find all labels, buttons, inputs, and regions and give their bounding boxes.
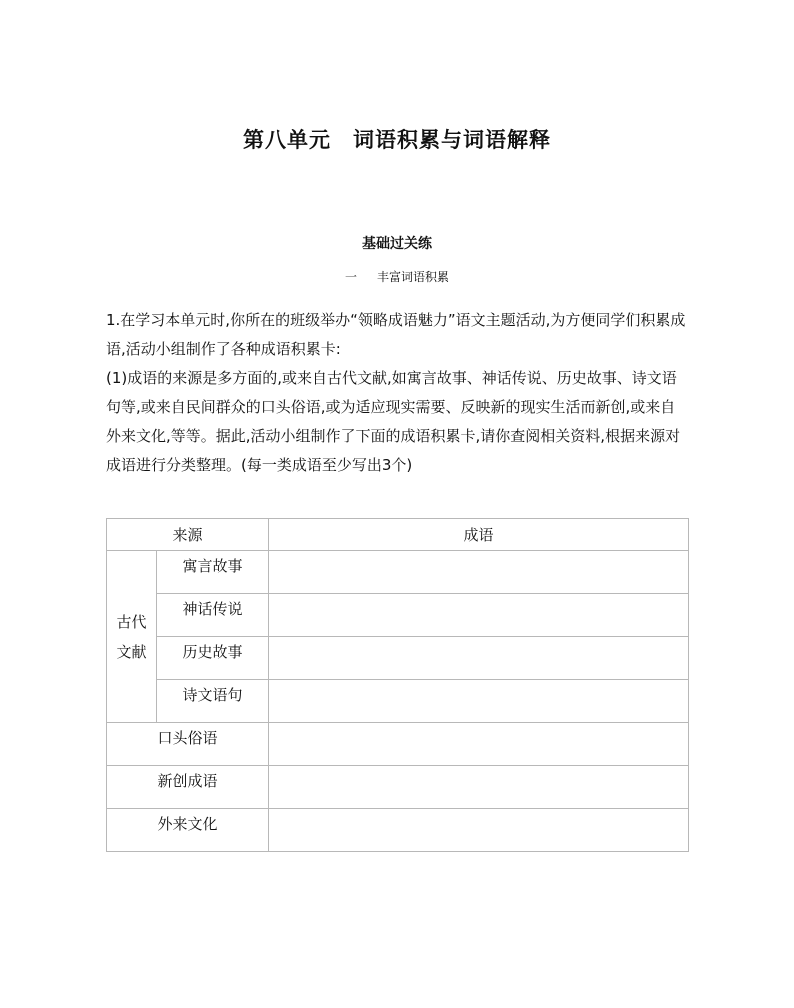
answer-cell-folk-saying[interactable] <box>269 723 689 766</box>
table-row <box>107 637 689 680</box>
header-idioms: 成语 <box>269 519 689 551</box>
question-1 <box>106 306 690 480</box>
row-label-myth: 神话传说 <box>157 594 269 637</box>
row-label-new-idiom: 新创成语 <box>107 766 269 809</box>
idiom-source-table <box>106 518 689 852</box>
group-ancient-literature <box>107 551 157 723</box>
table-row <box>107 594 689 637</box>
page-title <box>0 124 794 156</box>
subsection-text: 丰富词语积累 <box>377 270 450 284</box>
subsection-number: 一 <box>344 270 357 284</box>
unit-label: 第八单元 <box>243 128 331 152</box>
table-row <box>107 766 689 809</box>
table-row <box>107 809 689 852</box>
answer-cell-poetry[interactable] <box>269 680 689 723</box>
row-label-foreign-culture: 外来文化 <box>107 809 269 852</box>
question-part-1: (1)成语的来源是多方面的,或来自古代文献,如寓言故事、神话传说、历史故事、诗文语句等,或来自民间群众的口头俗语,或为适应现实需要、反映新的现实生活而新创,或来自外来文化,等等。据此,活动小组制作了下面的成语积累卡,请你查阅相关资料,根据来源对成语进行分类整理。(每一类成语至少写出3个) <box>106 369 681 474</box>
row-label-folk-saying: 口头俗语 <box>107 723 269 766</box>
header-source: 来源 <box>107 519 269 551</box>
answer-cell-fable[interactable] <box>269 551 689 594</box>
table-row <box>107 551 689 594</box>
answer-cell-myth[interactable] <box>269 594 689 637</box>
group-label: 古代文献 <box>116 612 147 661</box>
question-intro: 1.在学习本单元时,你所在的班级举办“领略成语魅力”语文主题活动,为方便同学们积累成语,活动小组制作了各种成语积累卡: <box>106 311 686 358</box>
answer-cell-history[interactable] <box>269 637 689 680</box>
table-row <box>107 680 689 723</box>
unit-topic: 词语积累与词语解释 <box>353 128 551 152</box>
row-label-fable: 寓言故事 <box>157 551 269 594</box>
row-label-history: 历史故事 <box>157 637 269 680</box>
table-row <box>107 723 689 766</box>
row-label-poetry: 诗文语句 <box>157 680 269 723</box>
subsection-title <box>0 268 794 286</box>
table-header-row <box>107 519 689 551</box>
section-title: 基础过关练 <box>362 236 432 252</box>
answer-cell-foreign-culture[interactable] <box>269 809 689 852</box>
answer-cell-new-idiom[interactable] <box>269 766 689 809</box>
